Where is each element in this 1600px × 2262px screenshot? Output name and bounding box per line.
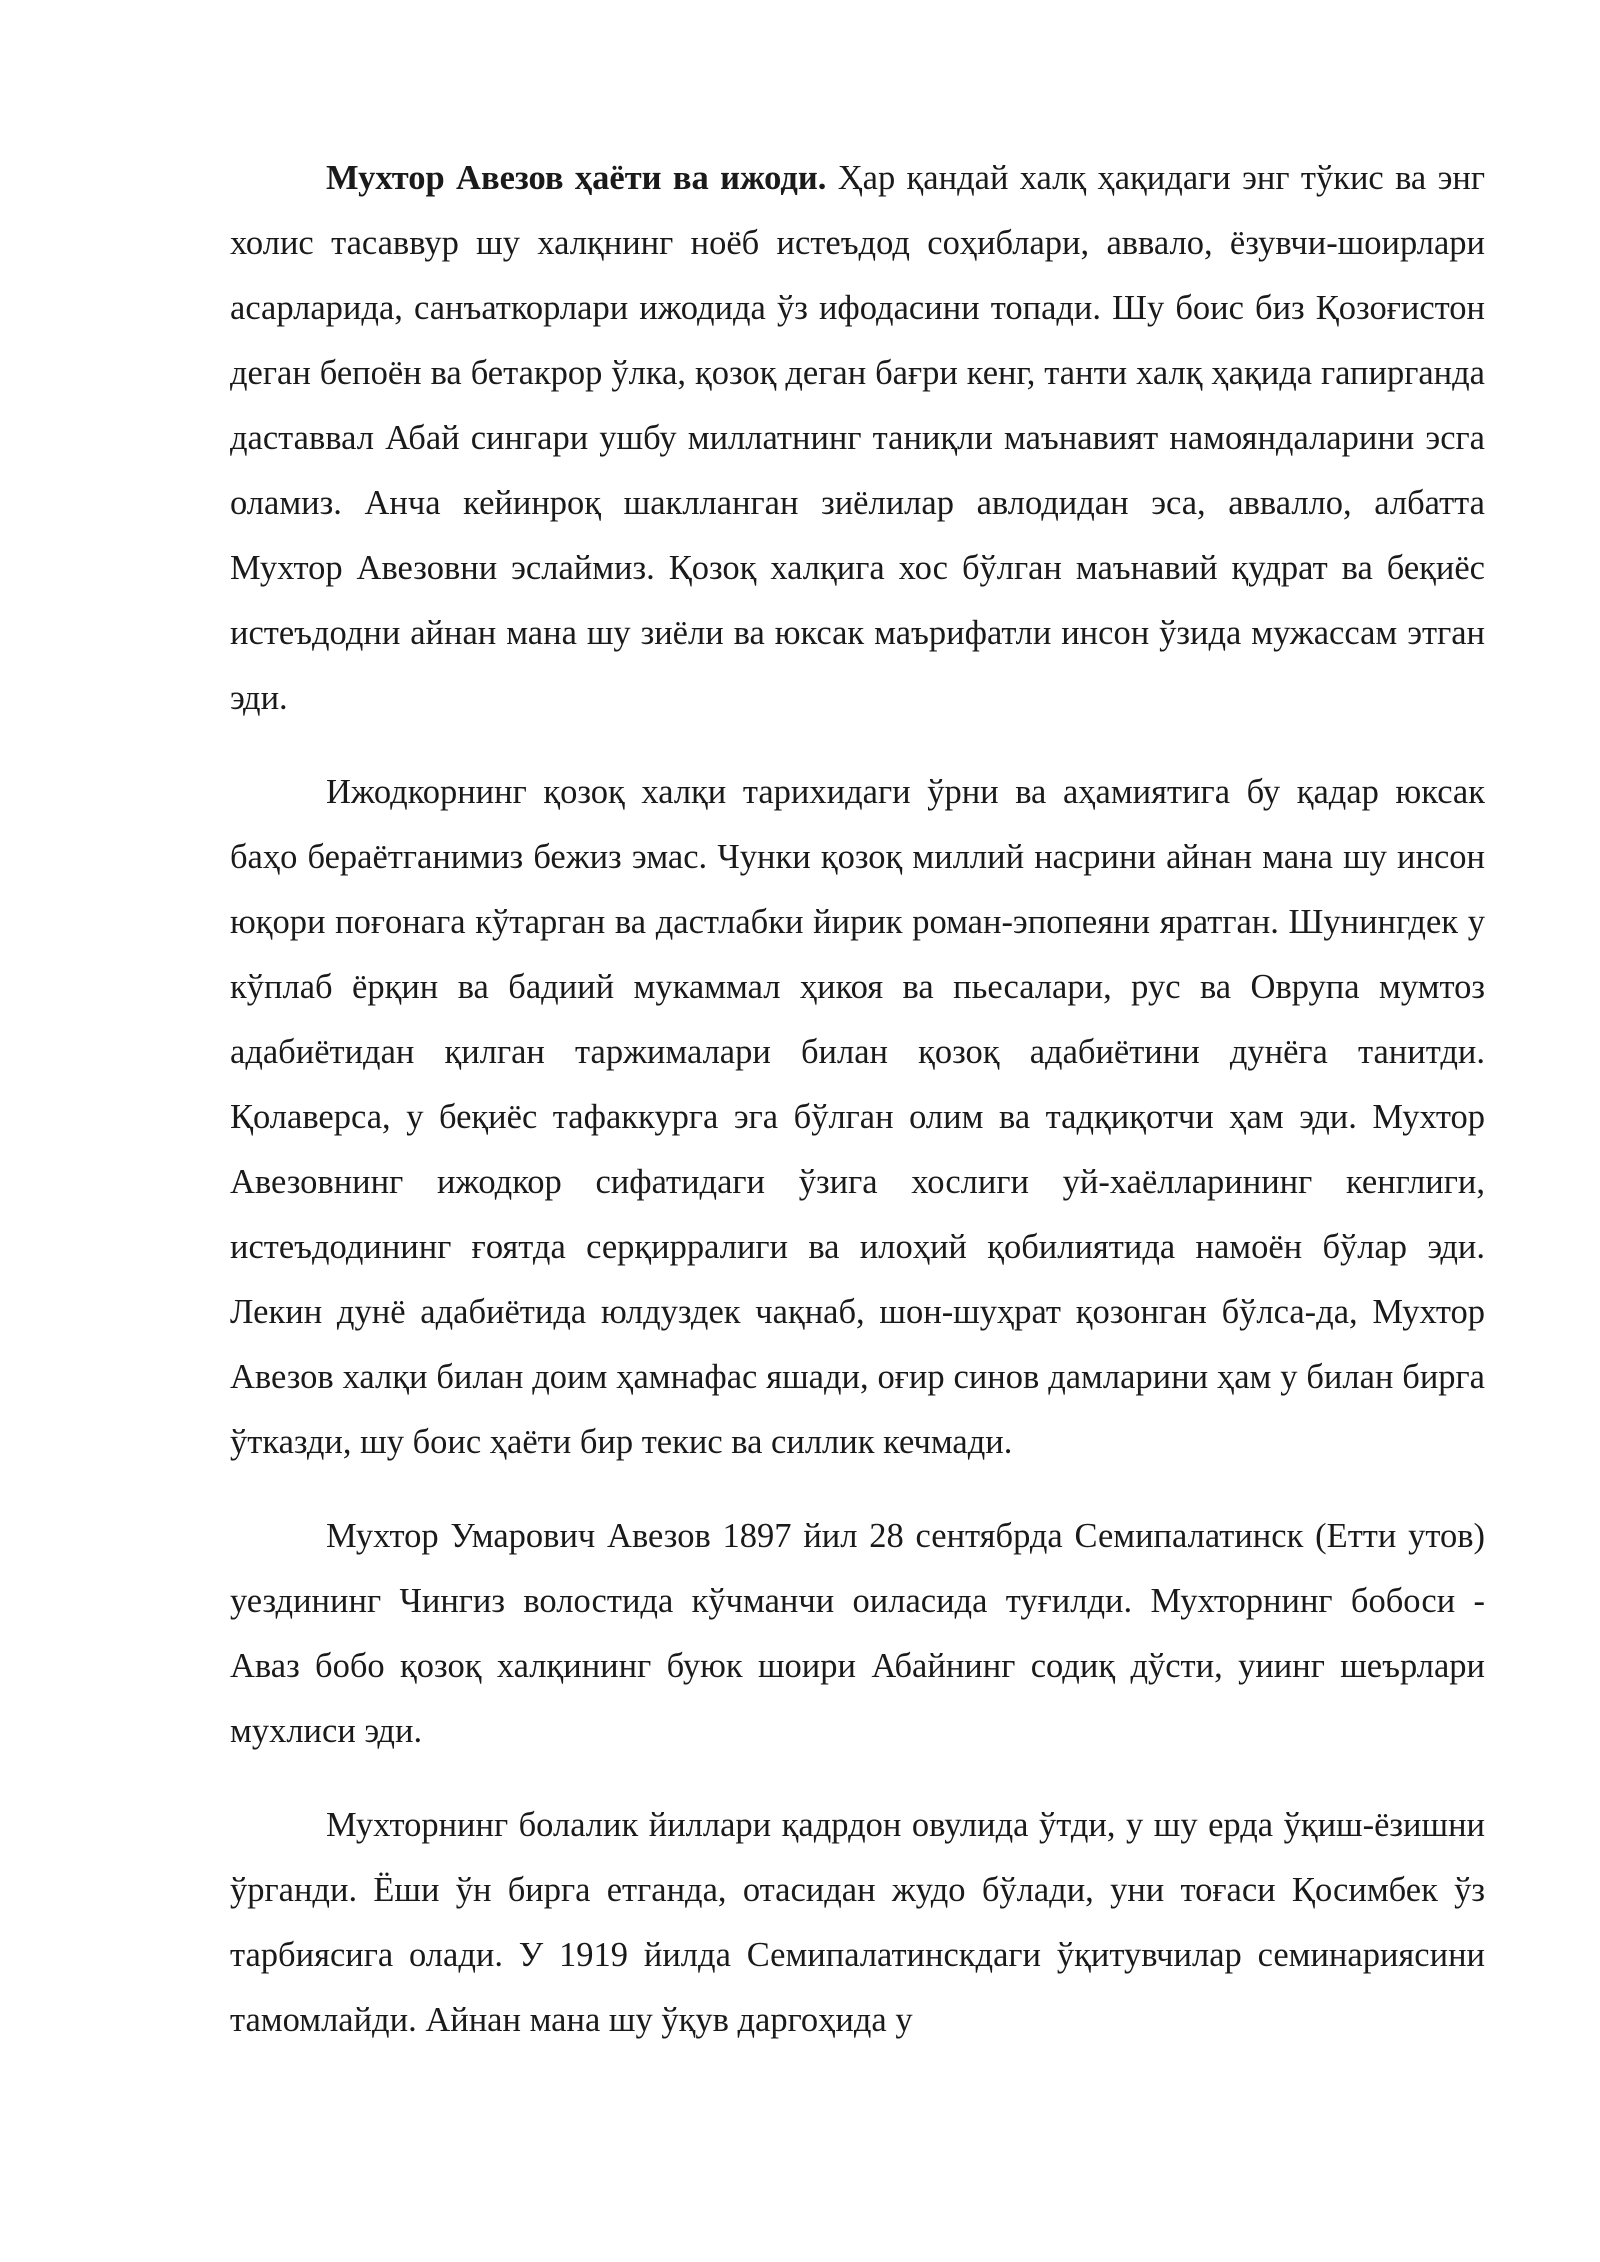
paragraph-childhood — [230, 1793, 1485, 2053]
paragraph-text: Мухторнинг болалик йиллари қадрдон овулида ўтди, у шу ерда ўқиш-ёзишни ўрганди. Ёши ўн бирга етганда, отасидан жудо бўлади, уни тоғаси Қосимбек ўз тарбиясига олади. У 1919 йилда Семипалатинскдаги ўқитувчилар семинариясини тамомлайди. Айнан мана шу ўқув даргоҳида у — [230, 1806, 1485, 2039]
paragraph-text: Ижодкорнинг қозоқ халқи тарихидаги ўрни ва аҳамиятига бу қадар юксак баҳо бераётганимиз бежиз эмас. Чунки қозоқ миллий насрини айнан мана шу инсон юқори поғонага кўтарган ва дастлабки йирик роман-эпопеяни яратган. Шунингдек у кўплаб ёрқин ва бадиий мукаммал ҳикоя ва пьесалари, рус ва Оврупа мумтоз адабиётидан қилган таржималари билан қозоқ адабиётини дунёга танитди. Қолаверса, у беқиёс тафаккурга эга бўлган олим ва тадқиқотчи ҳам эди. Мухтор Авезовнинг ижодкор сифатидаги ўзига хослиги уй-хаёлларининг кенглиги, истеъдодининг ғоятда серқирралиги ва илоҳий қобилиятида намоён бўлар эди. Лекин дунё адабиётида юлдуздек чақнаб, шон-шуҳрат қозонган бўлса-да, Мухтор Авезов халқи билан доим ҳамнафас яшади, оғир синов дамларини ҳам у билан бирга ўтказди, шу боис ҳаёти бир текис ва силлик кечмади. — [230, 773, 1485, 1461]
section-heading: Мухтор Авезов ҳаёти ва ижоди. — [326, 159, 827, 197]
paragraph-text: Ҳар қандай халқ ҳақидаги энг тўкис ва энг холис тасаввур шу халқнинг ноёб истеъдод соҳиблари, аввало, ёзувчи-шоирлари асарларида, санъаткорлари ижодида ўз ифодасини топади. Шу боис биз Қозоғистон деган бепоён ва бетакрор ўлка, қозоқ деган бағри кенг, танти халқ ҳақида гапирганда даставвал Абай сингари ушбу миллатнинг таниқли маънавият намояндаларини эсга оламиз. Анча кейинроқ шаклланган зиёлилар авлодидан эса, аввалло, албатта Мухтор Авезовни эслаймиз. Қозоқ халқига хос бўлган маънавий қудрат ва беқиёс истеъдодни айнан мана шу зиёли ва юксак маърифатли инсон ўзида мужассам этган эди. — [230, 159, 1485, 717]
document-body — [230, 146, 1485, 2082]
paragraph-intro — [230, 146, 1485, 731]
paragraph-text: Мухтор Умарович Авезов 1897 йил 28 сентябрда Семипалатинск (Етти утов) уездининг Чингиз волостида кўчманчи оиласида туғилди. Мухторнинг бобоси - Аваз бобо қозоқ халқининг буюк шоири Абайнинг содиқ дўсти, уиинг шеърлари мухлиси эди. — [230, 1517, 1485, 1750]
paragraph-significance — [230, 760, 1485, 1475]
paragraph-birth — [230, 1504, 1485, 1764]
